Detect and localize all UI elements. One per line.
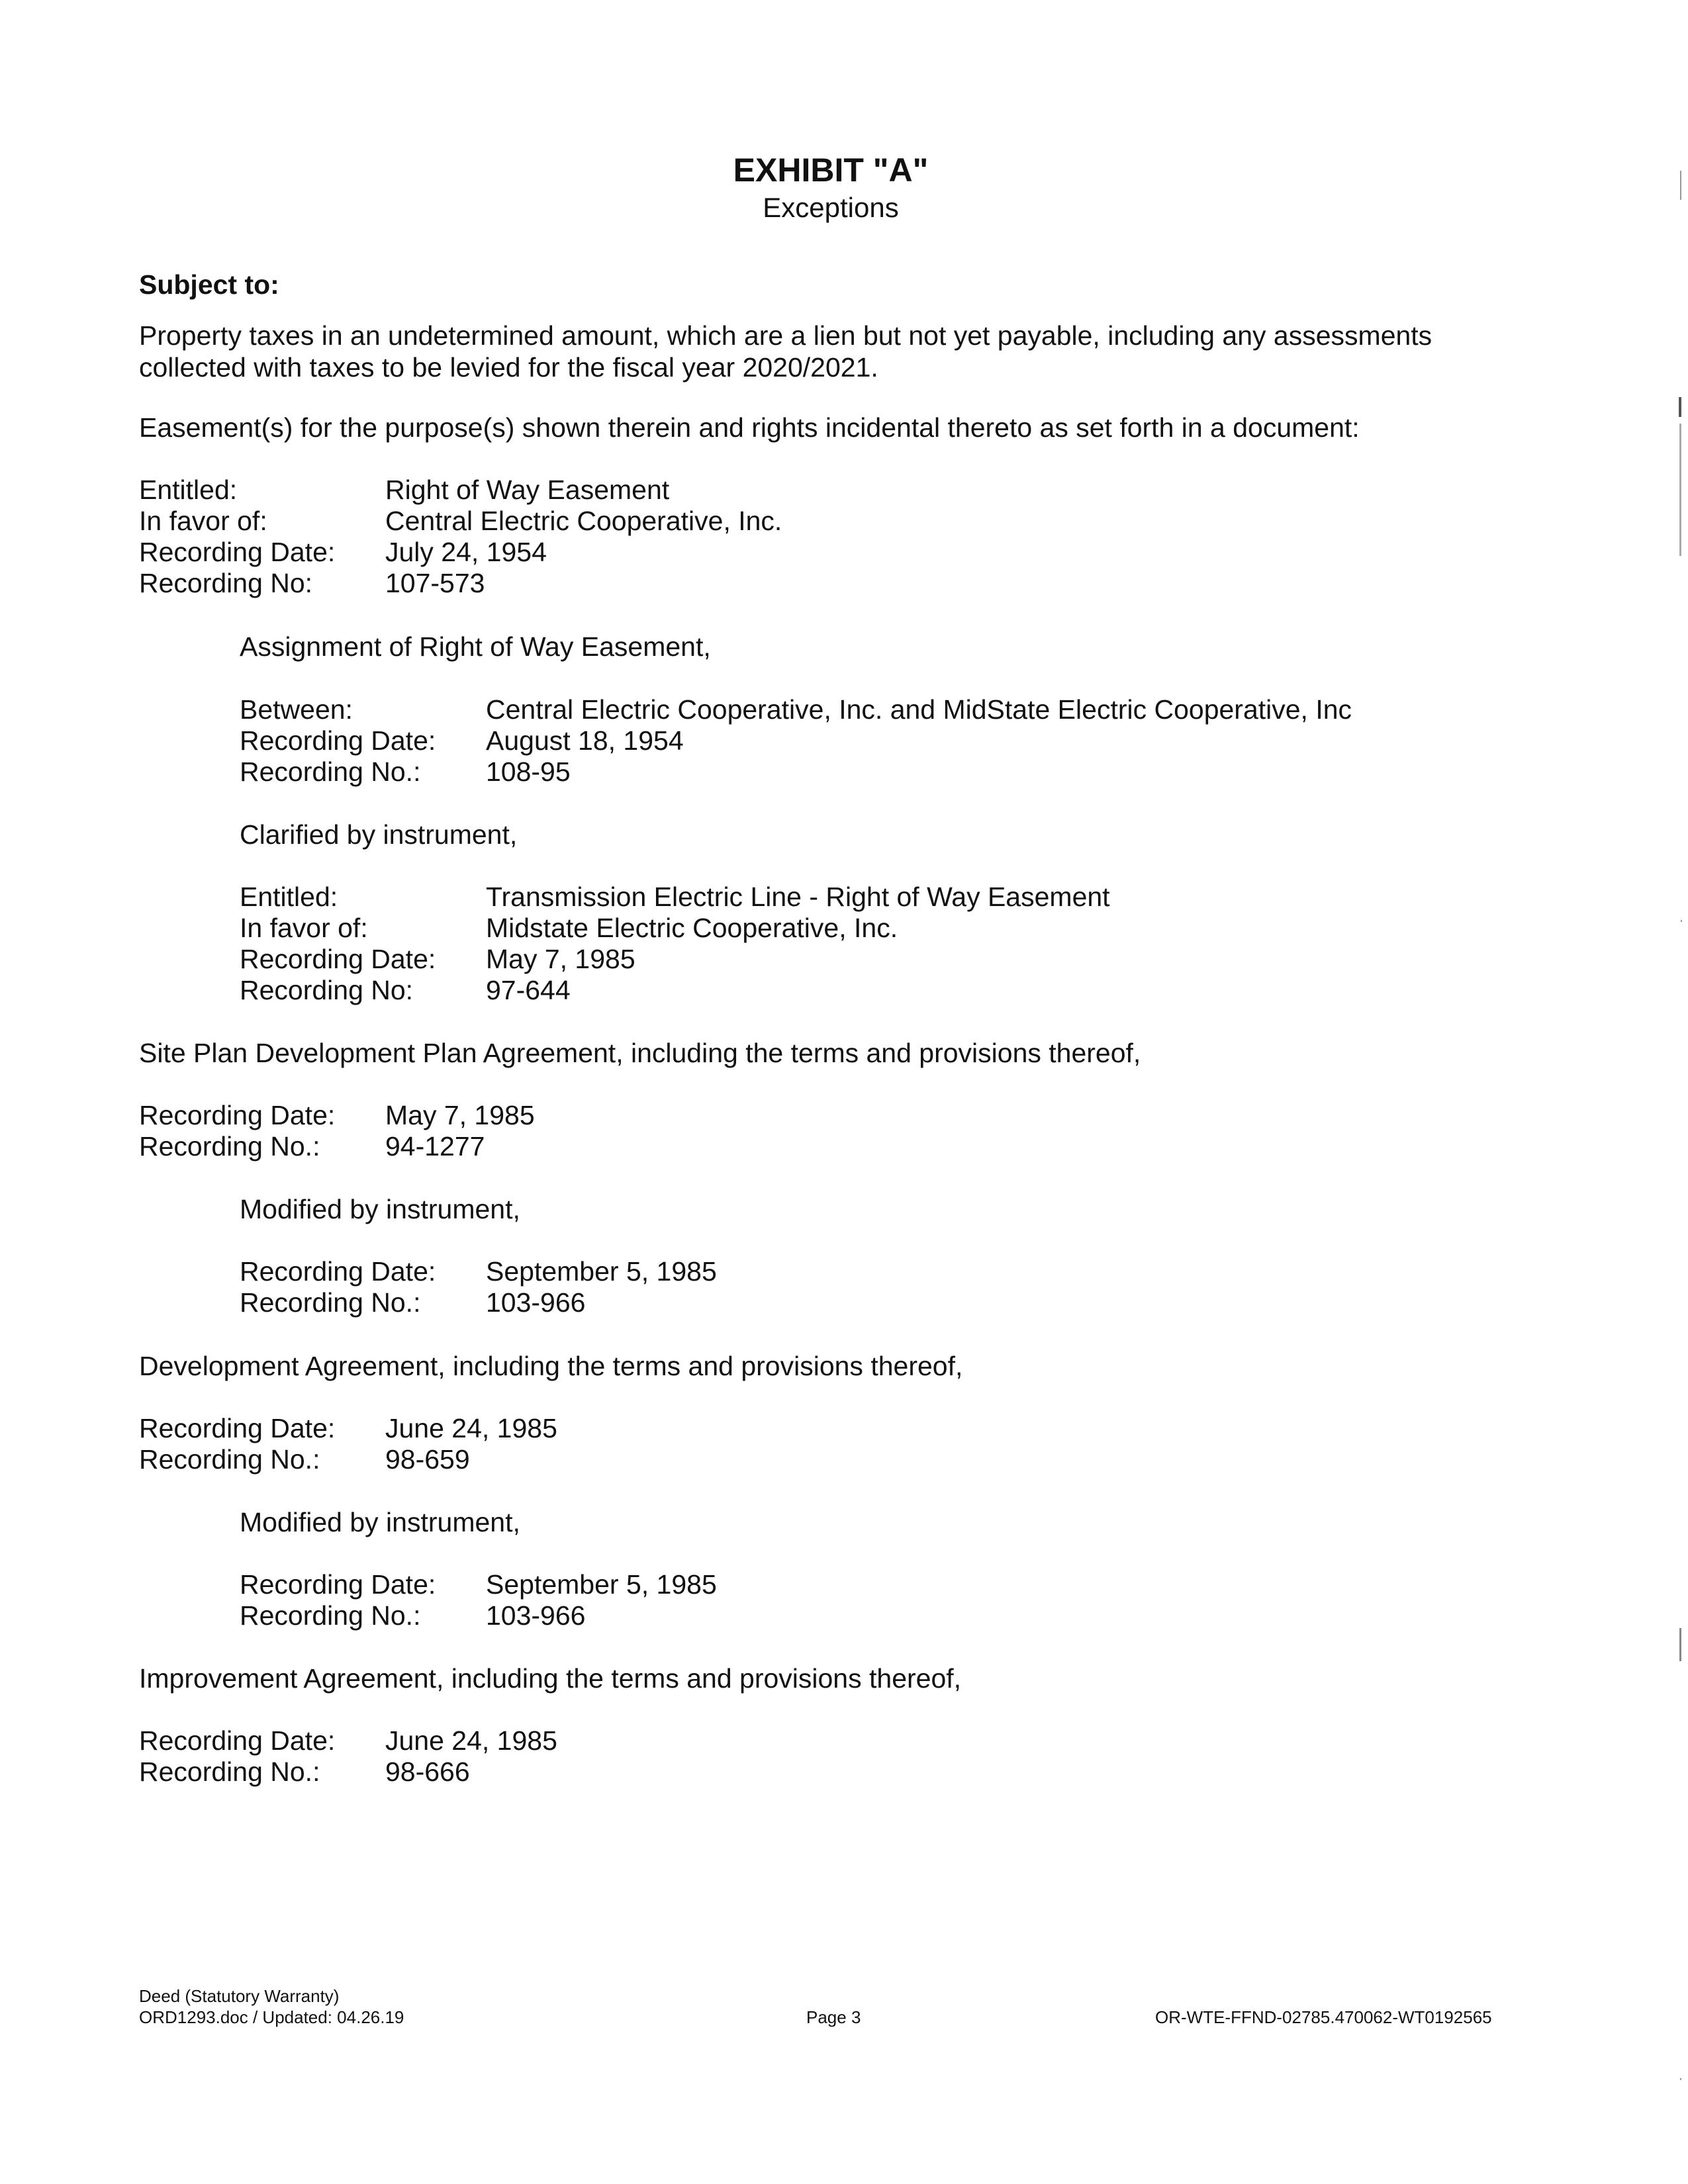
recording-date-label: Recording Date: xyxy=(139,1413,336,1443)
recording-no-label: Recording No.: xyxy=(139,1756,320,1787)
subject-to-heading: Subject to: xyxy=(139,269,279,300)
exhibit-title: EXHIBIT "A" xyxy=(733,152,929,189)
entitled-value: Right of Way Easement xyxy=(385,475,670,505)
in-favor-of-label: In favor of: xyxy=(240,913,368,943)
recording-date-value: June 24, 1985 xyxy=(385,1725,557,1756)
recording-no-label: Recording No: xyxy=(240,975,414,1005)
footer-doc-file: ORD1293.doc / Updated: 04.26.19 xyxy=(139,2007,404,2027)
recording-no-value: 98-666 xyxy=(385,1756,470,1787)
recording-no-label: Recording No.: xyxy=(240,1287,421,1318)
exhibit-subtitle: Exceptions xyxy=(763,192,899,223)
in-favor-of-label: In favor of: xyxy=(139,506,267,536)
recording-no-label: Recording No.: xyxy=(139,1444,320,1475)
recording-date-value: August 18, 1954 xyxy=(486,725,684,756)
recording-no-value: 98-659 xyxy=(385,1444,470,1475)
footer-order-number: OR-WTE-FFND-02785.470062-WT0192565 xyxy=(1155,2007,1492,2027)
property-taxes-paragraph: Property taxes in an undetermined amount, which are a lien but not yet payable, including any assessments collected with taxes to be levied for the fiscal year 2020/2021. xyxy=(139,320,1432,383)
recording-date-label: Recording Date: xyxy=(240,1256,436,1287)
clarified-heading: Clarified by instrument, xyxy=(240,819,518,850)
recording-date-label: Recording Date: xyxy=(139,1100,336,1130)
recording-no-value: 103-966 xyxy=(486,1600,586,1631)
recording-date-label: Recording Date: xyxy=(139,537,336,567)
recording-date-label: Recording Date: xyxy=(139,1725,336,1756)
recording-date-value: May 7, 1985 xyxy=(385,1100,535,1130)
entitled-label: Entitled: xyxy=(240,882,338,912)
in-favor-of-value: Central Electric Cooperative, Inc. xyxy=(385,506,782,536)
between-value: Central Electric Cooperative, Inc. and MidState Electric Cooperative, Inc xyxy=(486,694,1352,725)
assignment-heading: Assignment of Right of Way Easement, xyxy=(240,631,711,662)
recording-date-value: June 24, 1985 xyxy=(385,1413,557,1443)
improvement-heading: Improvement Agreement, including the terms and provisions thereof, xyxy=(139,1663,962,1694)
modified-heading: Modified by instrument, xyxy=(240,1507,520,1537)
recording-date-value: September 5, 1985 xyxy=(486,1256,717,1287)
between-label: Between: xyxy=(240,694,353,725)
recording-no-label: Recording No.: xyxy=(240,756,421,787)
recording-date-value: July 24, 1954 xyxy=(385,537,547,567)
recording-date-label: Recording Date: xyxy=(240,944,436,974)
footer-page-number: Page 3 xyxy=(806,2007,861,2027)
modified-heading: Modified by instrument, xyxy=(240,1194,520,1224)
recording-no-label: Recording No: xyxy=(139,568,313,598)
site-plan-heading: Site Plan Development Plan Agreement, including the terms and provisions thereof, xyxy=(139,1038,1141,1068)
recording-date-label: Recording Date: xyxy=(240,1569,436,1600)
development-heading: Development Agreement, including the terms and provisions thereof, xyxy=(139,1351,963,1381)
recording-no-label: Recording No.: xyxy=(240,1600,421,1631)
entitled-label: Entitled: xyxy=(139,475,238,505)
recording-no-value: 97-644 xyxy=(486,975,571,1005)
recording-date-value: May 7, 1985 xyxy=(486,944,635,974)
recording-no-label: Recording No.: xyxy=(139,1131,320,1161)
recording-no-value: 108-95 xyxy=(486,756,571,787)
recording-date-value: September 5, 1985 xyxy=(486,1569,717,1600)
entitled-value: Transmission Electric Line - Right of Way Easement xyxy=(486,882,1110,912)
recording-date-label: Recording Date: xyxy=(240,725,436,756)
recording-no-value: 94-1277 xyxy=(385,1131,485,1161)
in-favor-of-value: Midstate Electric Cooperative, Inc. xyxy=(486,913,898,943)
recording-no-value: 103-966 xyxy=(486,1287,586,1318)
recording-no-value: 107-573 xyxy=(385,568,485,598)
footer-doc-type: Deed (Statutory Warranty) xyxy=(139,1986,340,2006)
easement-intro: Easement(s) for the purpose(s) shown therein and rights incidental thereto as set forth in a document: xyxy=(139,412,1360,443)
